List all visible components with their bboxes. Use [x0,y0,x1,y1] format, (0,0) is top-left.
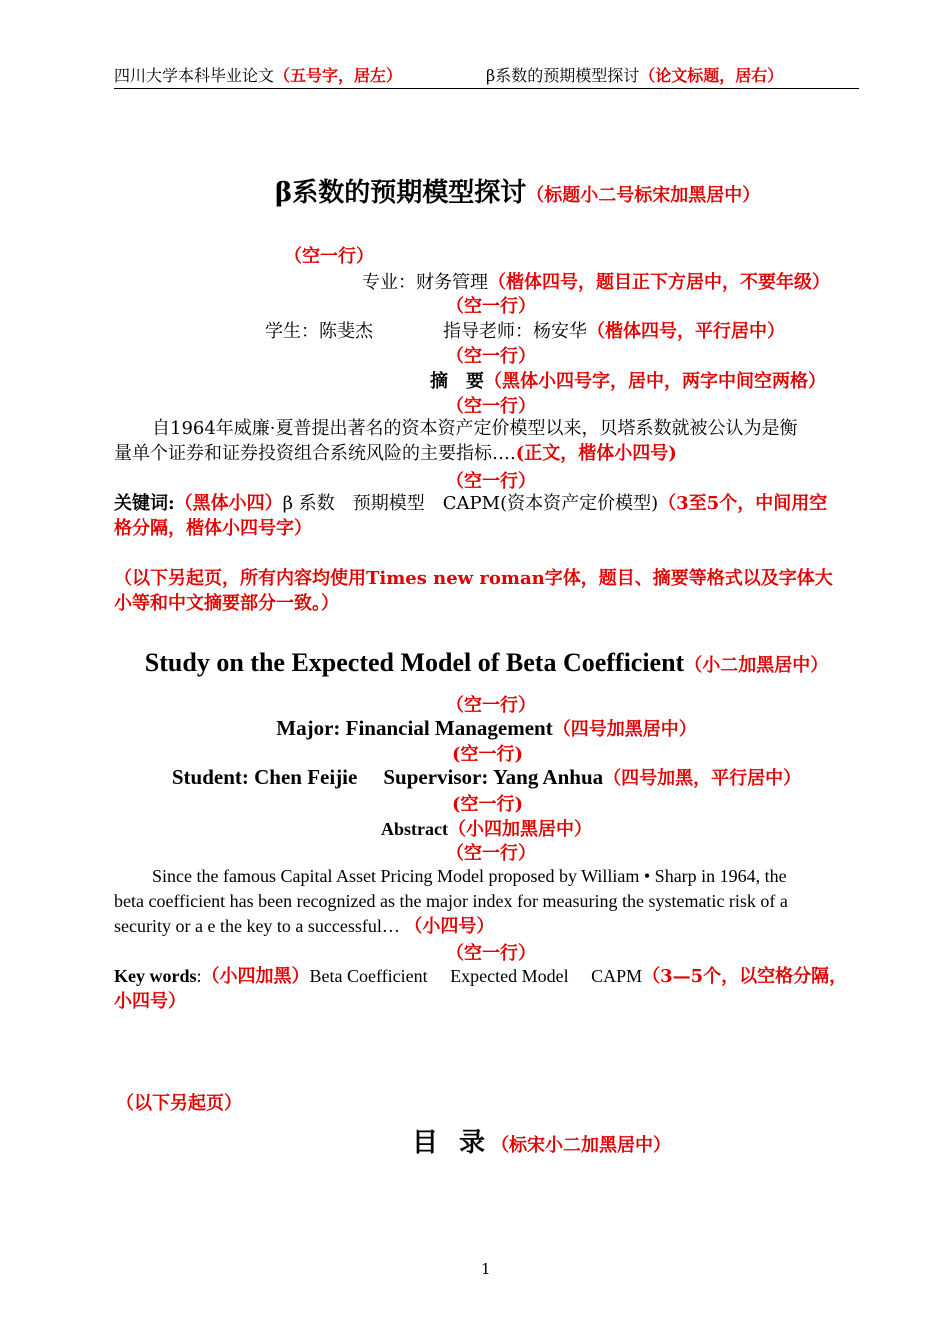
en-keywords-block [114,964,859,1014]
header-left [114,64,402,88]
cn-blank-5: （空一行） [446,471,536,492]
en-blank-4: （空一行） [446,843,536,864]
cn-title-note: （标题小二号标宋加黑居中） [526,185,761,206]
en-keywords-note-1: （小四加黑） [201,966,310,987]
en-abstract-heading: Abstract [381,819,448,839]
en-names-note: （四号加黑，平行居中） [603,768,802,789]
cn-abstract-note: (正文，楷体小四号) [515,443,677,464]
en-keywords-note-2b: 小四号） [114,991,186,1012]
cn-blank-2: （空一行） [446,296,536,317]
cn-abstract-line-1: 自1964年威廉·夏普提出著名的资本资产定价模型以来，贝塔系数就被公认为是衡 [152,418,798,439]
cn-abstract-heading-note: （黑体小四号字，居中，两字中间空两格） [484,371,826,392]
cn-keywords-note-2a: （3至5个，中间用空 [658,493,828,514]
en-major: Major: Financial Management [276,716,553,740]
cn-student: 学生：陈斐杰 [265,321,373,342]
page-note-line-1: （以下另起页，所有内容均使用Times new roman字体，题目、摘要等格式以及字体大 [114,568,833,589]
en-supervisor: Supervisor: Yang Anhua [383,765,604,789]
cn-major-note: （楷体四号，题目正下方居中，不要年级） [488,272,830,293]
cn-abstract-line-2-wrap [114,441,859,466]
cn-names-line [265,317,785,343]
en-major-line [114,715,859,741]
page-number: 1 [481,1260,491,1278]
cn-keywords-note-1: （黑体小四） [174,493,283,514]
cn-major: 专业：财务管理 [362,272,488,293]
en-keywords-note-2a: （3—5个，以空格分隔， [642,966,848,987]
cn-keywords-block [114,491,859,541]
en-keywords-colon: : [196,966,202,986]
header-right [486,64,783,88]
toc-title-note: （标宋小二加黑居中） [491,1135,672,1156]
next-page-note: （以下另起页） [116,1093,242,1114]
cn-supervisor: 指导老师：杨安华 [443,321,587,342]
en-abstract-body [114,864,859,939]
page-note [114,566,859,616]
cn-keywords-note-2b: 格分隔，楷体小四号字） [114,518,312,539]
en-title: Study on the Expected Model of Beta Coefficient [144,648,685,677]
en-names-line [114,764,859,790]
cn-keywords-label: 关键词: [114,493,175,514]
en-major-note: （四号加黑居中） [552,719,697,740]
cn-major-line [362,268,830,294]
cn-keywords: β 系数 预期模型 CAPM(资本资产定价模型) [282,493,659,514]
en-abstract-line-1: Since the famous Capital Asset Pricing Model proposed by William • Sharp in 1964, the [152,866,787,886]
cn-title: β系数的预期模型探讨 [275,178,527,208]
cn-blank-4: （空一行） [446,396,536,417]
en-student: Student: Chen Feijie [171,765,358,789]
cn-abstract-heading-line [430,367,826,393]
en-title-line [114,648,859,678]
en-abstract-heading-note: （小四加黑居中） [447,819,592,840]
en-keywords-line-1 [114,964,859,989]
en-blank-5: （空一行） [446,943,536,964]
en-abstract-line-3: security or a e the key to a successful… [114,916,400,936]
header-left-note: （五号字，居左） [274,66,403,85]
cn-blank-3: （空一行） [446,346,536,367]
header-left-text: 四川大学本科毕业论文 [114,66,275,85]
en-abstract-line-3-wrap [114,914,859,939]
en-abstract-heading-line [114,815,859,841]
cn-abstract-heading: 摘 要 [430,371,484,392]
page-header [114,64,859,89]
en-abstract-line-2: beta coefficient has been recognized as the major index for measuring the systematic risk of a [114,891,788,911]
en-keywords-label: Key words [114,966,197,986]
en-blank-1: （空一行） [446,695,536,716]
cn-title-line [275,172,760,209]
header-right-text: β系数的预期模型探讨 [486,66,640,85]
cn-abstract-line-2: 量单个证券和证券投资组合系统风险的主要指标…. [114,443,516,464]
toc-title: 目 录 [412,1128,492,1158]
header-right-note: （论文标题，居右） [639,66,784,85]
cn-abstract-body [114,416,859,466]
en-title-note: （小二加黑居中） [684,655,829,676]
en-keywords: Beta Coefficient Expected Model CAPM [309,966,643,986]
cn-names-note: （楷体四号，平行居中） [587,321,785,342]
en-blank-3: (空一行) [452,794,524,815]
en-abstract-note: （小四号） [404,916,495,937]
toc-title-line [412,1122,671,1159]
cn-keywords-line-1 [114,491,859,516]
cn-blank-1: （空一行） [284,246,374,267]
page-note-line-2: 小等和中文摘要部分一致。） [114,593,339,614]
en-blank-2: (空一行) [452,744,524,765]
